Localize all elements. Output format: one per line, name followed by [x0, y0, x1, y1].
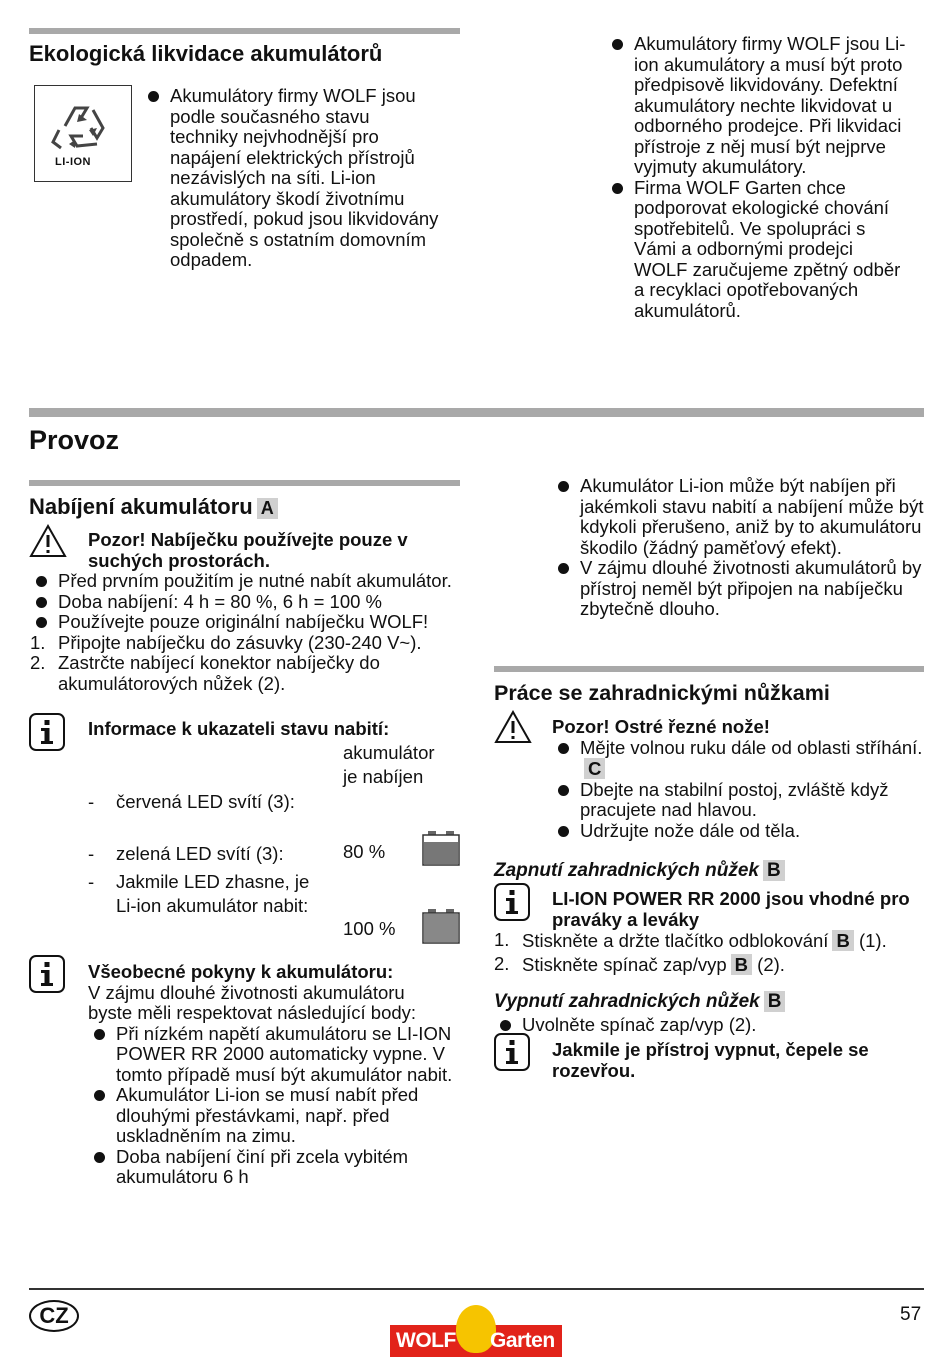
provoz-title: Provoz [29, 425, 120, 455]
logo-wolf-text: WOLF [396, 1329, 456, 1352]
info-icon [29, 955, 65, 993]
led-row-value: 100 % [343, 918, 396, 939]
list-item: Před prvním použitím je nutné nabít akumulátor. [30, 571, 460, 592]
charging-list [30, 571, 460, 694]
eco-title: Ekologická likvidace akumulátorů [29, 41, 383, 66]
shears-warning: Pozor! Ostré řezné nože! [552, 716, 770, 737]
list-item: 1. Připojte nabíječku do zásuvky (230-240 V~). [30, 631, 422, 653]
figure-badge-b: B [764, 991, 786, 1012]
figure-badge-c: C [584, 758, 605, 779]
led-row-value: akumulátor je nabíjen [343, 742, 435, 787]
list-item: Mějte volnou ruku dále od oblasti stříhání.C [552, 738, 924, 780]
led-row-dash: - [88, 843, 95, 864]
general-notes-text: V zájmu dlouhé životnosti akumulátoru byste měli respektovat následující body: [88, 981, 417, 1023]
shears-title: Práce se zahradnickými nůžkami [494, 681, 830, 705]
eco-left-bullet [142, 86, 442, 271]
led-row-label: zelená LED svítí (3): [116, 843, 284, 864]
list-item: V zájmu dlouhé životnosti akumulátorů by přístroj neměl být připojen na nabíječku zbytečně dlouho. [552, 558, 924, 620]
footer-rule [29, 1288, 924, 1290]
led-row-label: Jakmile LED zhasne, je Li-ion akumulátor nabit: [116, 871, 310, 916]
switch-off-list [494, 1015, 924, 1036]
recycling-li-ion-logo [34, 85, 132, 182]
logo-li-ion-label: LI-ION [55, 156, 91, 168]
list-item: Firma WOLF Garten chce podporovat ekologické chování spotřebitelů. Ve spolupráci s Vámi a odbornými prodejci WOLF zaručujeme zpětný odběr a recyklaci opotřebovaných akumulátorů. [606, 178, 906, 322]
charging-warning: Pozor! Nabíječku používejte pouze v suchých prostorách. [88, 529, 408, 571]
led-row-value: 80 % [343, 841, 386, 862]
warning-icon [494, 710, 532, 744]
charging-rule [29, 480, 460, 486]
list-item: Doba nabíjení: 4 h = 80 %, 6 h = 100 % [30, 592, 460, 613]
battery-100-fill [424, 914, 458, 942]
info-icon [494, 883, 530, 921]
info-icon [494, 1033, 530, 1071]
list-item: Doba nabíjení činí při zcela vybitém akumulátoru 6 h [88, 1147, 453, 1188]
list-item: Udržujte nože dále od těla. [552, 821, 924, 842]
switch-off-title: Vypnutí zahradnických nůžek B [494, 991, 785, 1013]
figure-badge-b: B [731, 954, 752, 975]
led-row-label: červená LED svítí (3): [116, 791, 295, 812]
eco-right-list [606, 34, 906, 321]
figure-badge-b: B [763, 860, 785, 881]
page-number: 57 [900, 1304, 922, 1325]
info-icon [29, 713, 65, 751]
provoz-rule [29, 408, 924, 417]
figure-badge-b: B [832, 930, 853, 951]
wolf-garten-logo [390, 1305, 562, 1359]
list-item: 1. Stiskněte a držte tlačítko odblokování B (1). [494, 929, 887, 951]
charging-title-text: Nabíjení akumulátoru [29, 494, 253, 519]
switch-on-info: LI-ION POWER RR 2000 jsou vhodné pro praváky a leváky [552, 888, 910, 930]
switch-on-steps [494, 930, 934, 975]
led-row-dash: - [88, 871, 95, 892]
charge-info-title: Informace k ukazateli stavu nabití: [88, 718, 390, 739]
shears-rule [494, 666, 924, 672]
logo-garten-text: Garten [490, 1329, 555, 1352]
list-item: Akumulátor Li-ion se musí nabít před dlouhými přestávkami, např. před uskladněním na zimu. [88, 1085, 453, 1147]
shears-warning-block [552, 717, 924, 841]
list-item: Při nízkém napětí akumulátoru se LI-ION POWER RR 2000 automaticky vypne. V tomto případě musí být akumulátor nabit. [88, 1024, 453, 1086]
general-notes [88, 962, 453, 1188]
list-item: Používejte pouze originální nabíječku WOLF! [30, 612, 460, 633]
battery-100-icon [422, 908, 460, 944]
list-item: Uvolněte spínač zap/vyp (2). [494, 1015, 924, 1036]
language-badge: CZ [29, 1300, 79, 1332]
charging-title [29, 494, 278, 520]
figure-badge-a: A [257, 498, 278, 519]
switch-off-info: Jakmile je přístroj vypnut, čepele se rozevřou. [552, 1039, 869, 1081]
list-item: Akumulátor Li-ion může být nabíjen při jakémkoli stavu nabití a nabíjení může být kdykoli přerušeno, aniž by to akumulátoru škodilo (žádný paměťový efekt). [552, 476, 924, 558]
list-item: 2. Stiskněte spínač zap/vyp B (2). [494, 952, 785, 975]
led-row-dash: - [88, 791, 95, 812]
switch-on-title: Zapnutí zahradnických nůžek B [494, 860, 785, 882]
battery-80-fill [424, 842, 458, 864]
list-item: 2. Zastrčte nabíjecí konektor nabíječky do akumulátorových nůžek (2). [30, 652, 380, 694]
list-item: Akumulátory firmy WOLF jsou podle současného stavu techniky nejvhodnější pro napájení elektrických přístrojů nezávislých na síti. Li-ion akumulátory škodí životnímu prostředí, pokud jsou likvidovány společně s ostatním domovním odpadem. [142, 86, 442, 271]
battery-80-icon [422, 830, 460, 866]
top-rule [29, 28, 460, 34]
list-item: Dbejte na stabilní postoj, zvláště když pracujete nad hlavou. [552, 780, 924, 821]
warning-icon [29, 524, 67, 558]
charging-right-list [552, 476, 924, 620]
list-item: Akumulátory firmy WOLF jsou Li-ion akumulátory a musí být proto předpisově likvidovány. Defektní akumulátory nechte likvidovat u odborného prodejce. Při likvidaci přístroje z něj musí být nejprve vyjmuty akumulátory. [606, 34, 906, 178]
general-notes-title: Všeobecné pokyny k akumulátoru: [88, 961, 394, 982]
